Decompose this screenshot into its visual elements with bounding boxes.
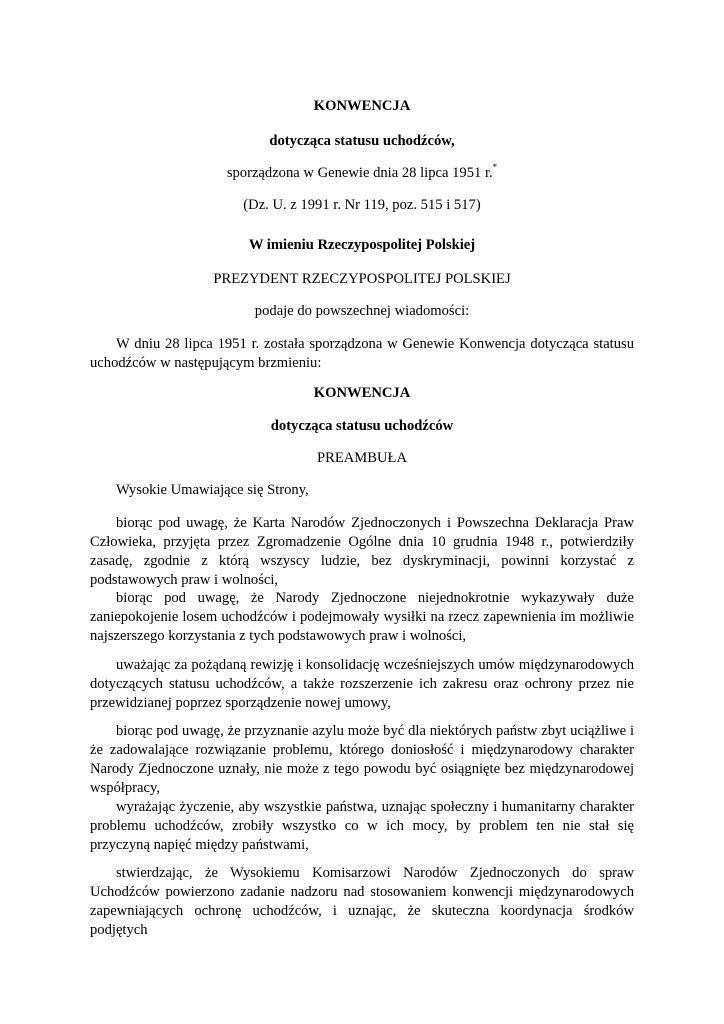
announcement-line: podaje do powszechnej wiadomości: [254, 303, 470, 319]
document-title: KONWENCJA [313, 98, 411, 114]
preamble-paragraph: uważając za pożądaną rewizję i konsolidację wcześniejszych umów międzynarodowych dotyczących statusu uchodźców, a także rozszerzenie ich zakresu oraz ochrony przez nie przewidzianej poprzez sporządzenie nowej umowy, [90, 657, 634, 711]
date-line-text: sporządzona w Genewie dnia 28 lipca 1951 r. [226, 165, 493, 181]
date-line [90, 164, 634, 182]
convention-title: KONWENCJA [313, 385, 411, 401]
in-name-of-heading: W imieniu Rzeczypospolitej Polskiej [248, 237, 476, 253]
convention-subtitle: dotycząca statusu uchodźców [270, 418, 454, 434]
preamble-paragraph: stwierdzając, że Wysokiemu Komisarzowi Narodów Zjednoczonych do spraw Uchodźców powierzono zadanie nadzoru nad stosowaniem konwencji międzynarodowych zapewniających ochronę uchodźców, i uznając, że skuteczna koordynacja środków podjętych [90, 865, 634, 938]
president-heading: PREZYDENT RZECZYPOSPOLITEJ POLSKIEJ [213, 271, 511, 287]
preamble-heading: PREAMBUŁA [316, 450, 407, 466]
preamble-paragraph: wyrażając życzenie, aby wszystkie państwa, uznając społeczny i humanitarny charakter problemu uchodźców, zrobiły wszystko co w ich mocy, by problem ten nie stał się przyczyną napięć między państwami, [90, 799, 634, 853]
preamble-paragraph: biorąc pod uwagę, że Narody Zjednoczone niejednokrotnie wykazywały duże zaniepokojenie losem uchodźców i podejmowały wysiłki na rzecz zapewnienia im możliwie najszerszego korzystania z tych podstawowych praw i wolności, [90, 590, 634, 644]
preamble-paragraph: biorąc pod uwagę, że Karta Narodów Zjednoczonych i Powszechna Deklaracja Praw Człowieka, przyjęta przez Zgromadzenie Ogólne dnia 10 grudnia 1948 r., potwierdziły zasadę, zgodnie z którą wszyscy ludzie, bez dyskryminacji, powinni korzystać z podstawowych praw i wolności, [90, 515, 634, 588]
document-subtitle: dotycząca statusu uchodźców, [269, 133, 455, 149]
intro-paragraph: W dniu 28 lipca 1951 r. została sporządzona w Genewie Konwencja dotycząca statusu uchodźców w następującym brzmieniu: [90, 336, 634, 371]
publication-reference: (Dz. U. z 1991 r. Nr 119, poz. 515 i 517) [243, 197, 481, 213]
preamble-paragraph: biorąc pod uwagę, że przyznanie azylu może być dla niektórych państw zbyt uciążliwe i że zadowalające rozwiązanie problemu, którego doniosłość i międzynarodowy charakter Narody Zjednoczone uznały, nie może z tego powodu być osiągnięte bez międzynarodowej współpracy, [90, 723, 634, 796]
preamble-opening: Wysokie Umawiające się Strony, [116, 482, 309, 498]
footnote-mark: * [492, 162, 498, 173]
